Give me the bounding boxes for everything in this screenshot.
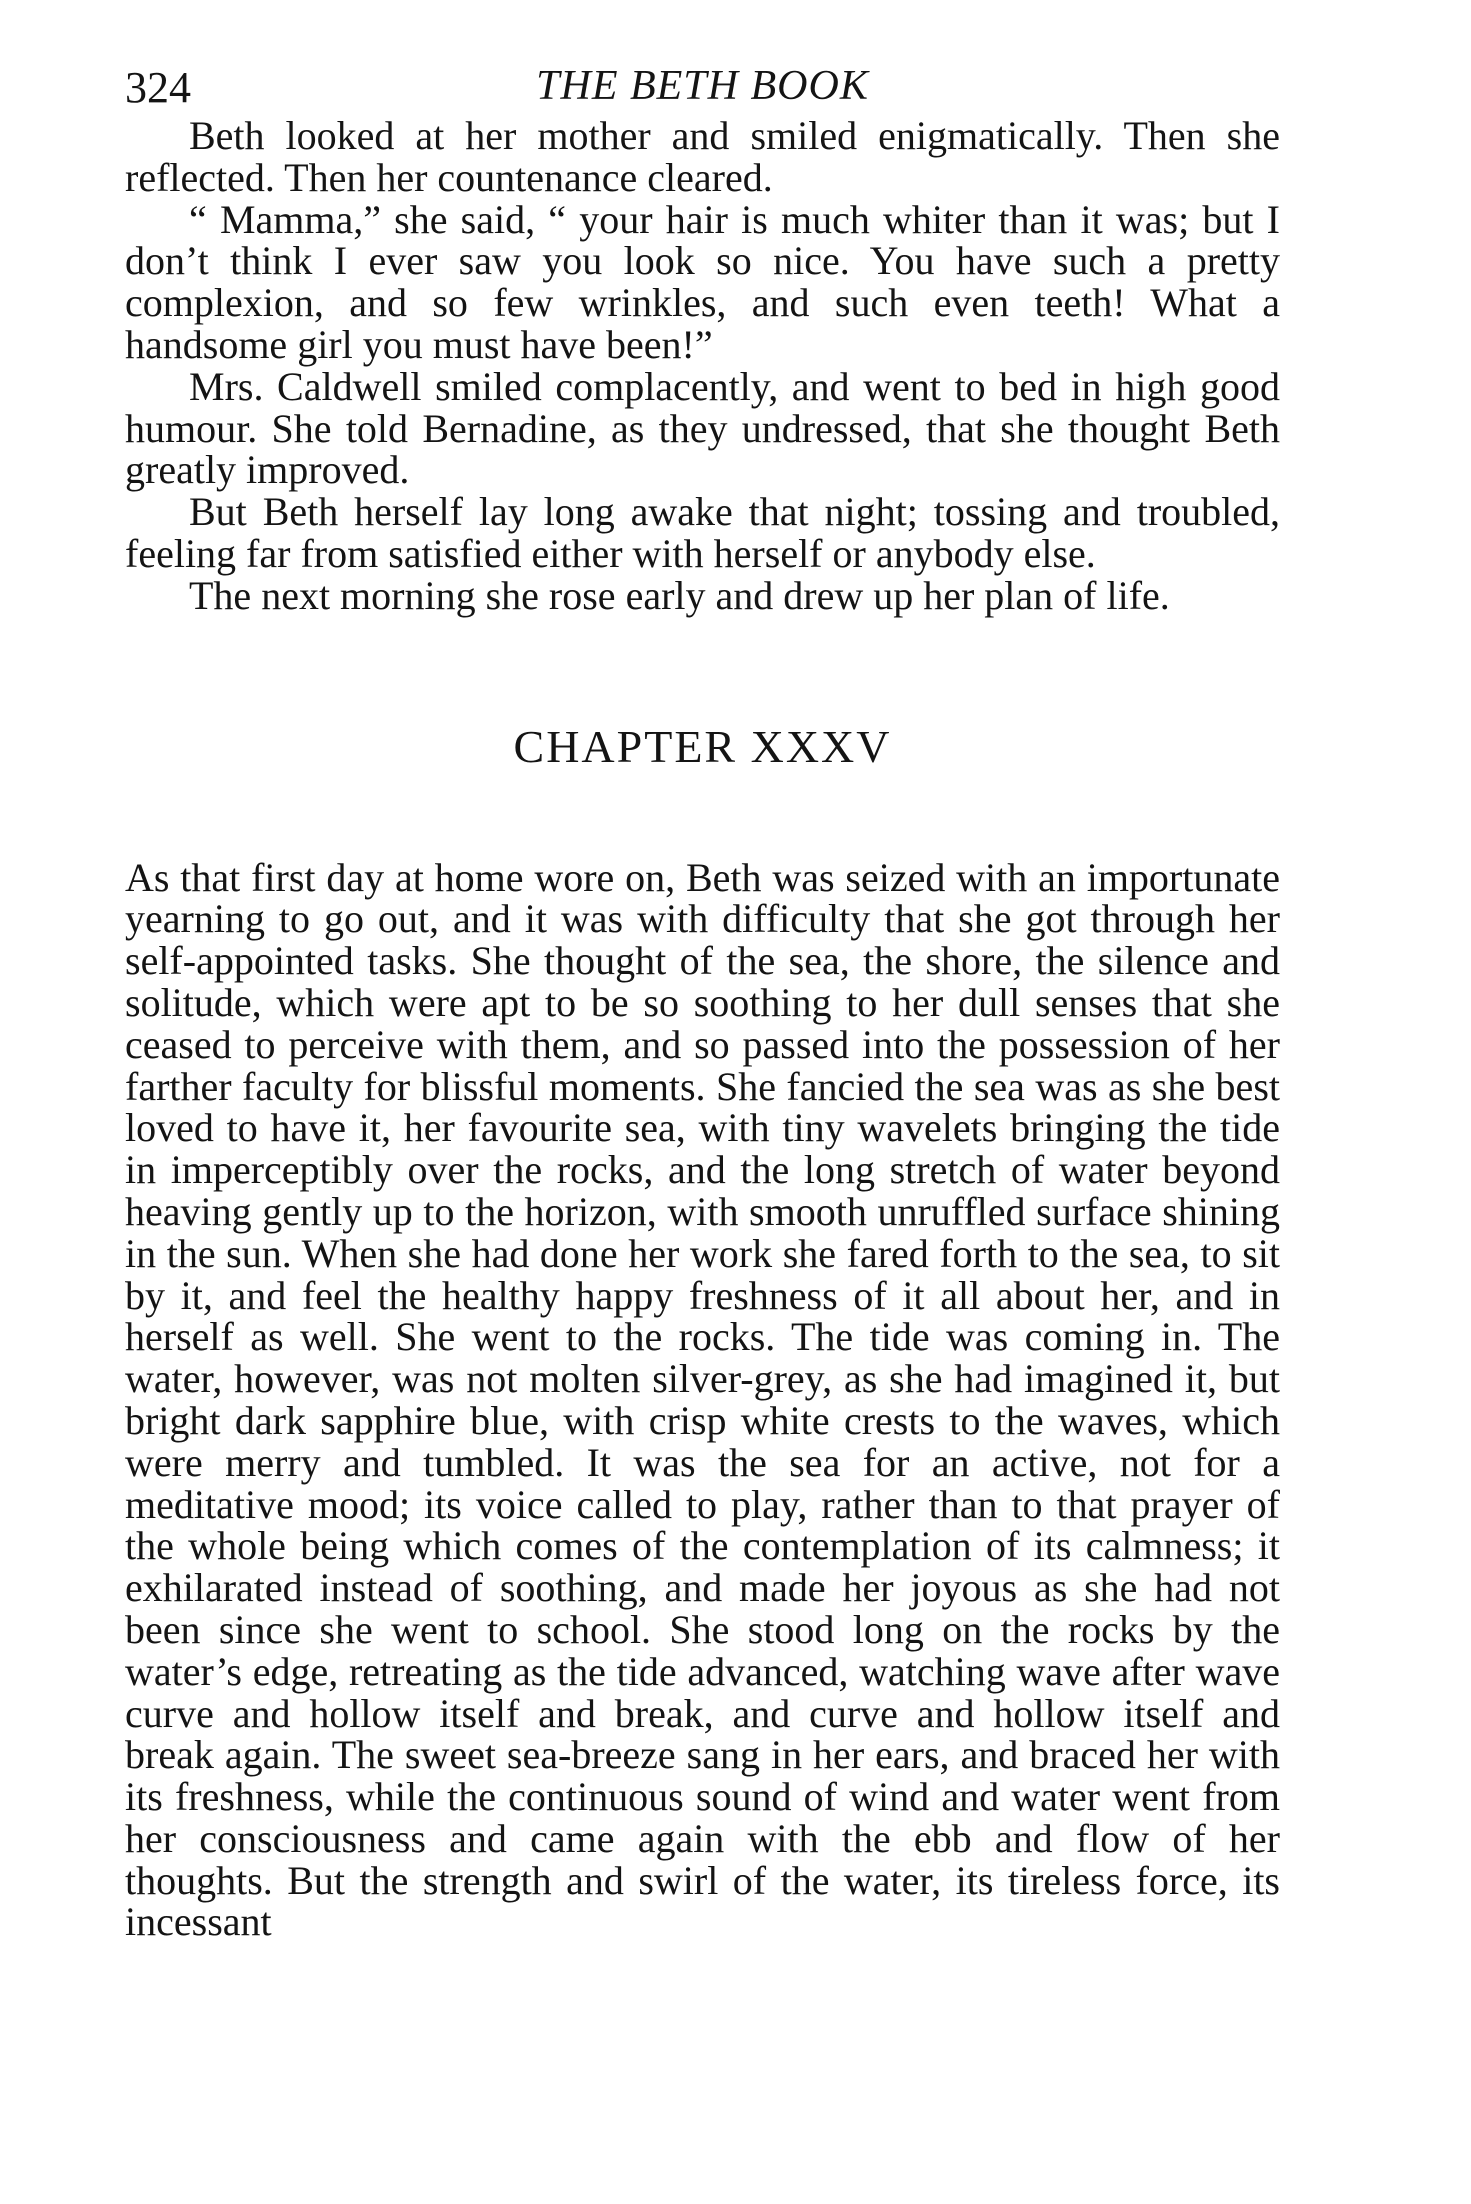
book-page bbox=[125, 55, 1280, 1943]
chapter-paragraph: As that first day at home wore on, Beth was seized with an importunate yearning to go out, and it was with difficulty that she got through her self-appointed tasks. She thought of the sea, the shore, the silence and solitude, which were apt to be so soothing to her dull senses that she ceased to perceive with them, and so passed into the possession of her farther faculty for blissful moments. She fancied the sea was as she best loved to have it, her favourite sea, with tiny wavelets bringing the tide in imperceptibly over the rocks, and the long stretch of water beyond heaving gently up to the horizon, with smooth unruffled surface shining in the sun. When she had done her work she fared forth to the sea, to sit by it, and feel the healthy happy freshness of it all about her, and in herself as well. She went to the rocks. The tide was coming in. The water, however, was not molten silver-grey, as she had imagined it, but bright dark sapphire blue, with crisp white crests to the waves, which were merry and tumbled. It was the sea for an active, not for a meditative mood; its voice called to play, rather than to that prayer of the whole being which comes of the contemplation of its calmness; it exhilarated instead of soothing, and made her joyous as she had not been since she went to school. She stood long on the rocks by the water’s edge, retreating as the tide advanced, watching wave after wave curve and hollow itself and break, and curve and hollow itself and break again. The sweet sea-breeze sang in her ears, and braced her with its freshness, while the continuous sound of wind and water went from her consciousness and came again with the ebb and flow of her thoughts. But the strength and swirl of the water, its tireless force, its incessant bbox=[125, 854, 1280, 1945]
chapter-heading: CHAPTER XXXV bbox=[513, 721, 892, 773]
paragraph-beth-awake: But Beth herself lay long awake that night; tossing and troubled, feeling far from satisfied either with herself or anybody else. bbox=[125, 489, 1280, 576]
paragraph-beth-looked: Beth looked at her mother and smiled enigmatically. Then she reflected. Then her countenance cleared. bbox=[125, 113, 1280, 200]
paragraph-next-morning: The next morning she rose early and drew up her plan of life. bbox=[189, 572, 1170, 618]
running-title: THE BETH BOOK bbox=[536, 63, 869, 109]
paragraph-mamma-dialogue: “ Mamma,” she said, “ your hair is much whiter than it was; but I don’t think I ever saw you look so nice. You have such a pretty complexion, and so few wrinkles, and such even teeth! What a handsome girl you must have been!” bbox=[125, 196, 1280, 367]
page-header bbox=[125, 55, 1280, 115]
paragraph-mrs-caldwell: Mrs. Caldwell smiled complacently, and went to bed in high good humour. She told Bernadine, as they undressed, that she thought Beth greatly improved. bbox=[125, 363, 1280, 493]
page-number: 324 bbox=[125, 63, 191, 112]
